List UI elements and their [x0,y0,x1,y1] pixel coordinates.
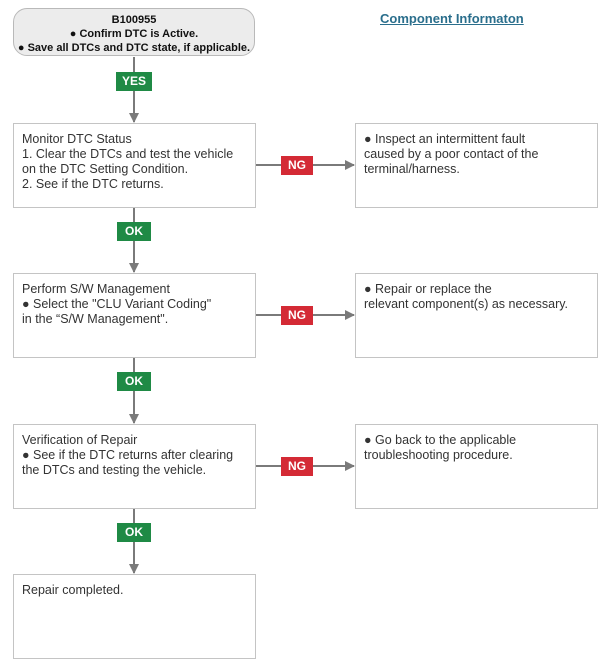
final-text: Repair completed. [22,583,124,597]
start-line-2: ● Save all DTCs and DTC state, if applicable. [17,42,251,54]
dtc-code: B100955 [111,14,157,26]
step-text-line: 2. See if the DTC returns. [22,177,164,191]
ng-text-line: caused by a poor contact of the [364,147,539,161]
ng-text-line: ● Inspect an intermittent fault [364,132,526,146]
step-monitor-dtc-status [13,123,256,208]
step-text-line: on the DTC Setting Condition. [22,162,189,176]
ok-badge: OK [117,372,151,391]
component-information-link[interactable]: Component Informaton [380,11,524,26]
ok-badge: OK [117,523,151,542]
step-text-line: ● Select the "CLU Variant Coding" [22,297,212,311]
ng-text-line: ● Repair or replace the [364,282,492,296]
step-text-line: Monitor DTC Status [22,132,132,146]
step-text-line: Verification of Repair [22,433,138,447]
final-repair-completed [13,574,256,659]
ng-text-line: terminal/harness. [364,162,460,176]
ng-badge: NG [281,156,313,175]
step-perform-sw-management [13,273,256,358]
ng-action-repair-replace [355,273,598,358]
step-text-line: ● See if the DTC returns after clearing [22,448,234,462]
start-node [13,8,255,56]
yes-badge: YES [116,72,152,91]
ok-badge: OK [117,222,151,241]
start-line-1: ● Confirm DTC is Active. [69,28,199,40]
ng-action-intermittent-fault [355,123,598,208]
step-verification-of-repair [13,424,256,509]
ng-badge: NG [281,457,313,476]
ng-text-line: relevant component(s) as necessary. [364,297,569,311]
ng-badge: NG [281,306,313,325]
step-text-line: Perform S/W Management [22,282,170,296]
ng-text-line: ● Go back to the applicable [364,433,517,447]
ng-text-line: troubleshooting procedure. [364,448,513,462]
ng-action-go-back [355,424,598,509]
step-text-line: the DTCs and testing the vehicle. [22,463,207,477]
step-text-line: in the “S/W Management". [22,312,169,326]
step-text-line: 1. Clear the DTCs and test the vehicle [22,147,234,161]
